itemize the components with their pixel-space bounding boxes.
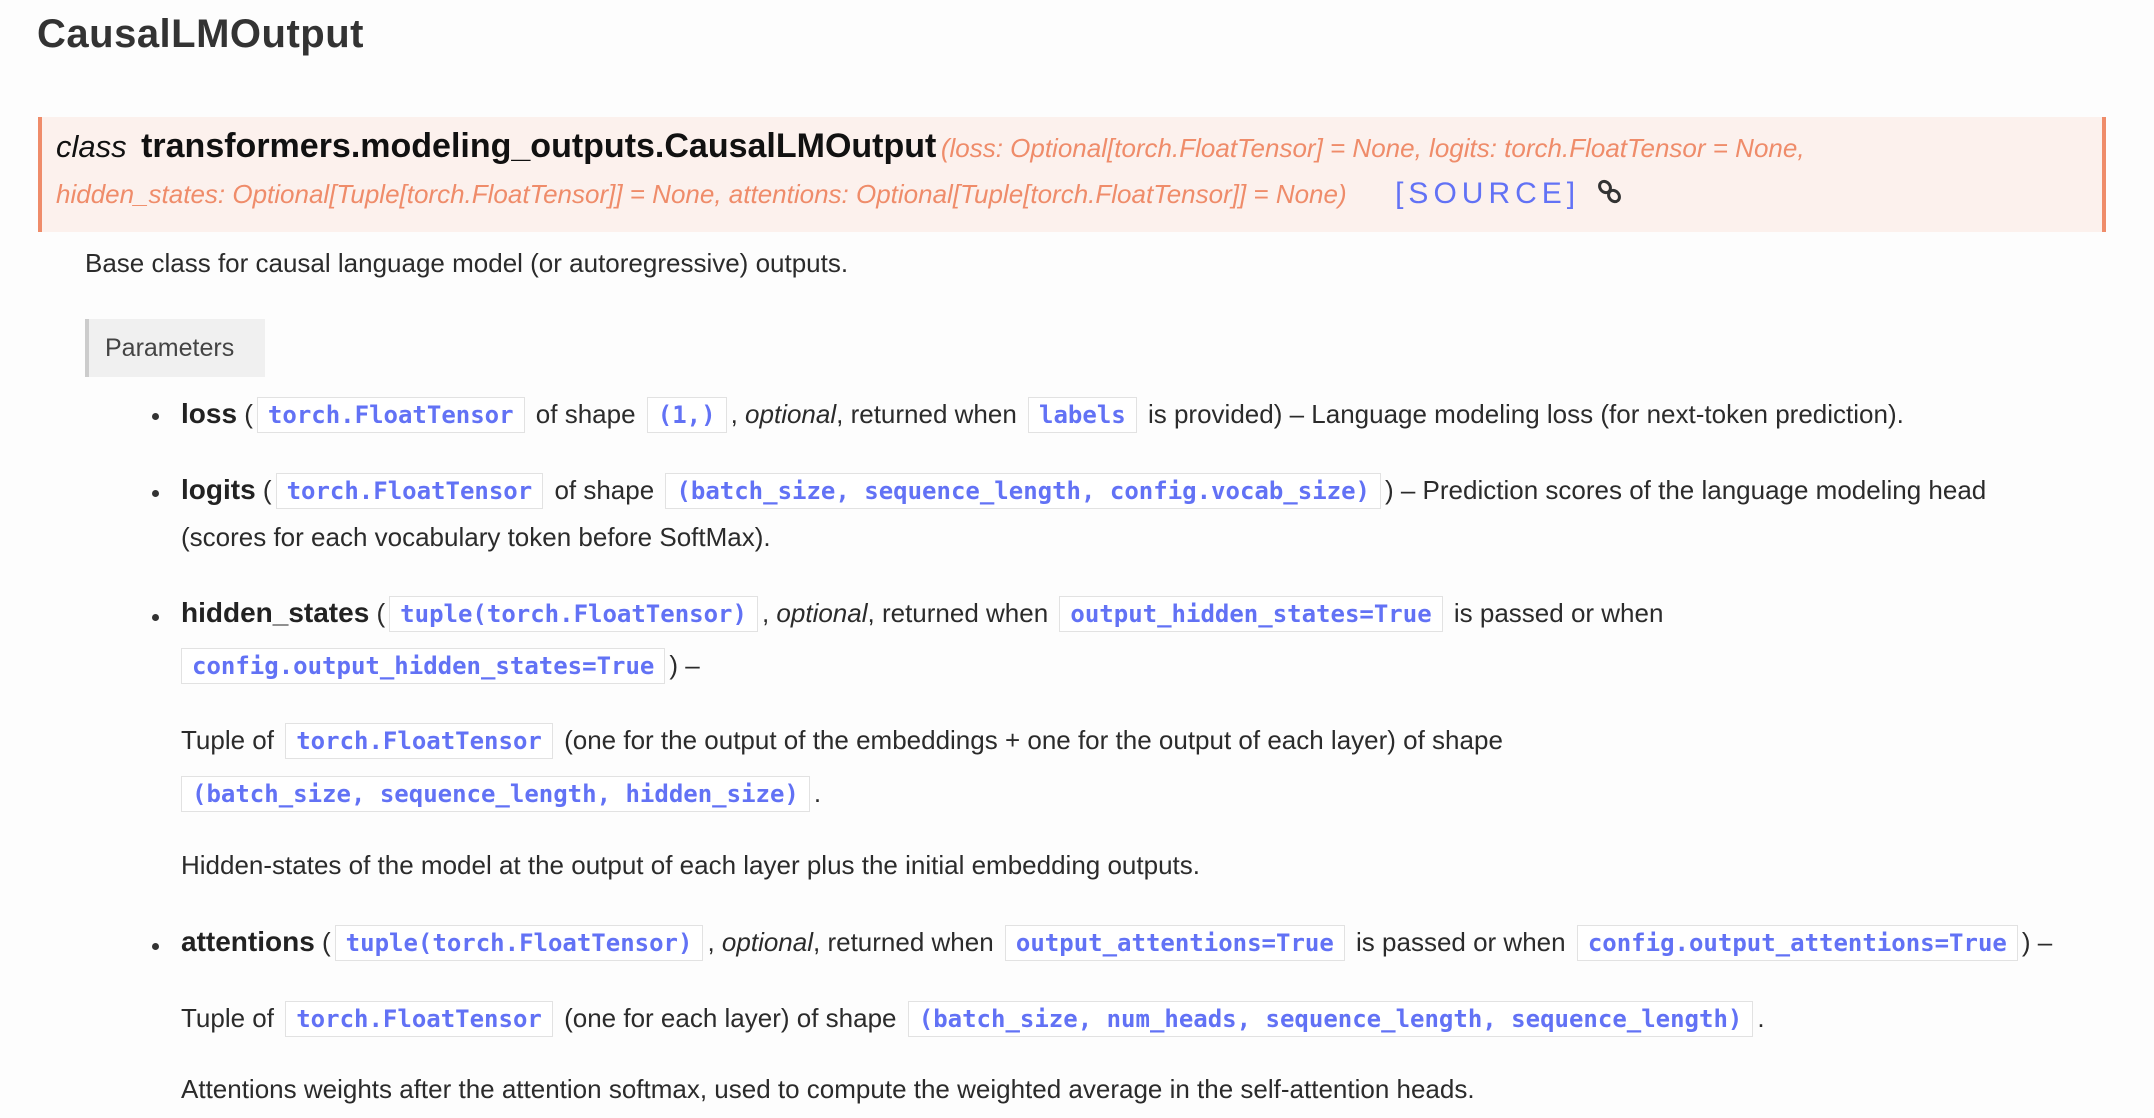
code-type: torch.FloatTensor (285, 1001, 553, 1037)
code-type: torch.FloatTensor (276, 473, 544, 509)
class-keyword: class (56, 129, 127, 164)
link-icon[interactable] (1597, 179, 1623, 205)
optional-text: optional (745, 399, 837, 429)
text: ) – (2021, 927, 2053, 957)
code-condition: output_hidden_states=True (1059, 596, 1442, 632)
text: , (707, 927, 715, 957)
code-shape: (batch_size, sequence_length, hidden_size) (181, 776, 810, 812)
param-name: attentions (181, 926, 315, 957)
text: Tuple of (181, 725, 274, 755)
text: ) – Prediction scores of the language modeling head (1384, 475, 1987, 505)
text: ) – (669, 650, 700, 680)
optional-text: optional (721, 927, 813, 957)
param-logits (181, 470, 1986, 511)
param-attentions (181, 922, 2052, 963)
code-type: torch.FloatTensor (257, 397, 525, 433)
text: (one for each layer) of shape (564, 1003, 897, 1033)
code-type: tuple(torch.FloatTensor) (335, 925, 704, 961)
param-name: hidden_states (181, 597, 370, 628)
text: of shape (535, 399, 636, 429)
text: is passed or when (1453, 598, 1664, 628)
parameters-heading: Parameters (85, 319, 265, 377)
text: , returned when (813, 927, 994, 957)
text: , (761, 598, 770, 628)
text: is provided) – Language modeling loss (for next-token prediction). (1147, 399, 1904, 429)
bullet (152, 413, 159, 420)
hidden-states-tuple (181, 720, 1503, 761)
text: Tuple of (181, 1003, 274, 1033)
bullet (152, 943, 159, 950)
source-link[interactable]: [SOURCE] (1395, 177, 1581, 210)
text: ( (255, 475, 272, 505)
code-condition: labels (1028, 397, 1137, 433)
code-condition: config.output_attentions=True (1577, 925, 2018, 961)
param-name: loss (181, 398, 238, 429)
code-shape: (batch_size, num_heads, sequence_length, sequence_length) (908, 1001, 1754, 1037)
signature-args: hidden_states: Optional[Tuple[torch.FloatTensor]] = None, attentions: Optional[Tuple[torch.FloatTensor]] = None) (56, 179, 1347, 209)
hidden-states-shape (181, 773, 821, 814)
text: of shape (554, 475, 655, 505)
text: ( (314, 927, 331, 957)
text: , returned when (867, 598, 1049, 628)
text: ( (369, 598, 386, 628)
class-signature (38, 117, 2106, 232)
optional-text: optional (776, 598, 868, 628)
text: ( (237, 399, 253, 429)
param-name: logits (181, 474, 256, 505)
hidden-states-detail: Hidden-states of the model at the output of each layer plus the initial embedding outputs. (181, 850, 1200, 880)
code-shape: (batch_size, sequence_length, config.vocab_size) (665, 473, 1381, 509)
attentions-detail: Attentions weights after the attention softmax, used to compute the weighted average in the self-attention heads. (181, 1074, 1475, 1104)
code-type: torch.FloatTensor (285, 723, 553, 759)
text: is passed or when (1356, 927, 1566, 957)
bullet (152, 614, 159, 621)
param-loss (181, 394, 1904, 435)
attentions-tuple (181, 998, 1765, 1039)
signature-args: (loss: Optional[torch.FloatTensor] = None, logits: torch.FloatTensor = None, (940, 133, 1805, 163)
text: . (1757, 1003, 1765, 1033)
text: (one for the output of the embeddings + one for the output of each layer) of shape (564, 725, 1503, 755)
text: , (730, 399, 738, 429)
code-condition: config.output_hidden_states=True (181, 648, 665, 684)
code-type: tuple(torch.FloatTensor) (389, 596, 758, 632)
class-name: transformers.modeling_outputs.CausalLMOutput (141, 127, 937, 165)
text: , returned when (836, 399, 1017, 429)
text: . (813, 778, 822, 808)
param-hidden-states (181, 593, 1663, 634)
bullet (152, 490, 159, 497)
page-title: CausalLMOutput (37, 12, 364, 56)
param-logits-cont: (scores for each vocabulary token before SoftMax). (181, 522, 771, 552)
param-hidden-states-cont (181, 645, 700, 686)
class-description: Base class for causal language model (or autoregressive) outputs. (85, 248, 849, 278)
code-shape: (1,) (647, 397, 727, 433)
code-condition: output_attentions=True (1005, 925, 1345, 961)
